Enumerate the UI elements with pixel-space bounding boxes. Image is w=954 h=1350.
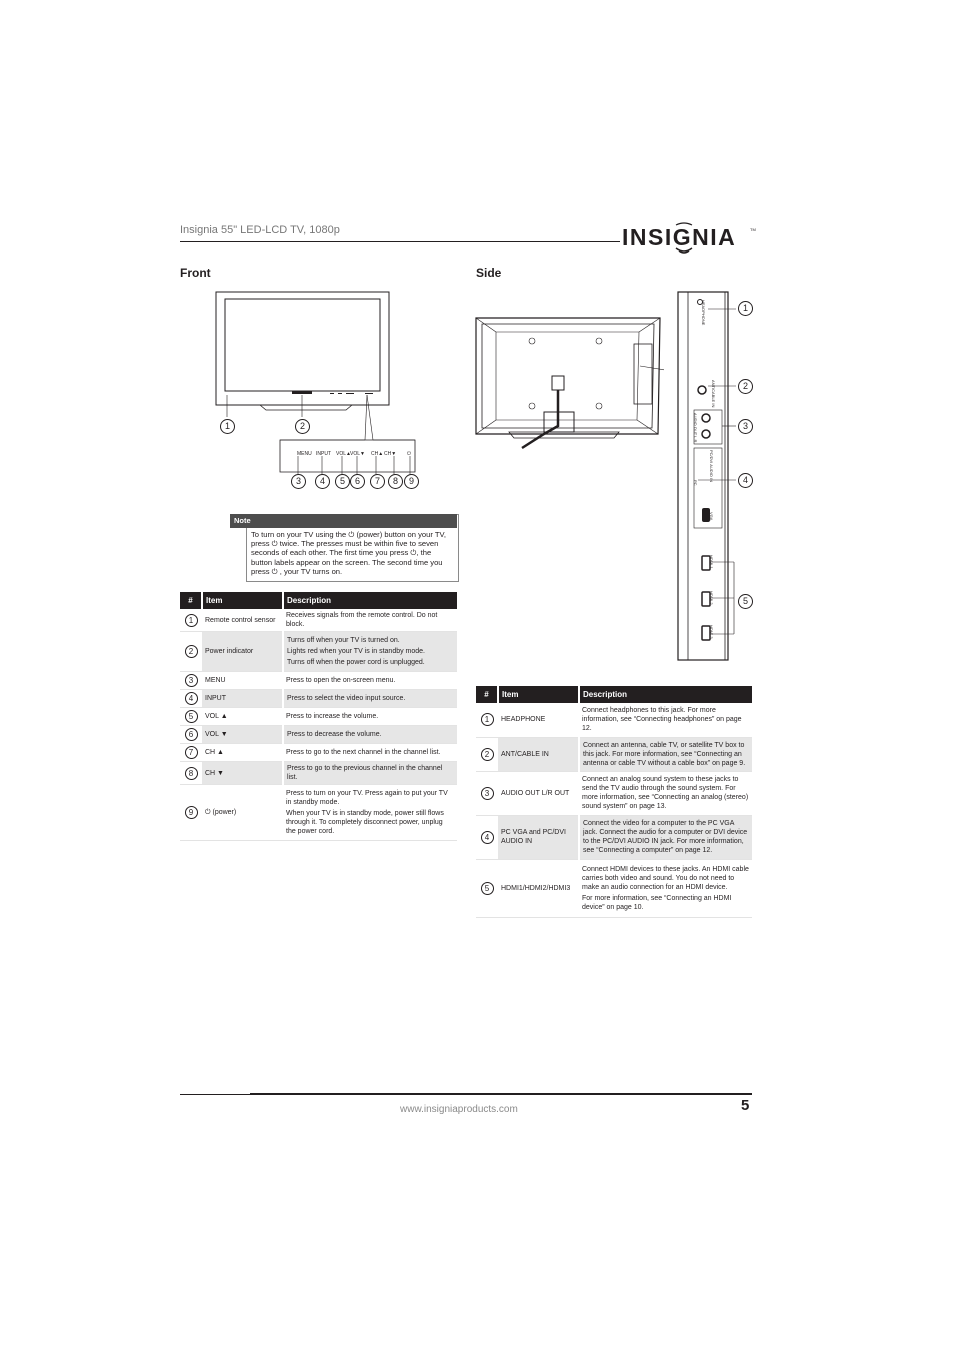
- row-description: [283, 708, 457, 726]
- row-number: [180, 672, 202, 690]
- table-row: [180, 672, 457, 690]
- front-callout-8: 8: [388, 474, 403, 489]
- description-line: Connect HDMI devices to these jacks. An HDMI cable carries both video and sound. You do not need to make an audio connection for an HDMI device.: [582, 865, 749, 891]
- row-number: [180, 762, 202, 785]
- front-tv-illustration: [180, 285, 460, 495]
- insignia-logo: [622, 222, 756, 258]
- tv-back-panel: [496, 332, 639, 420]
- footer-rule-accent: [250, 1093, 752, 1095]
- tv-screen: [225, 299, 380, 391]
- description-line: Press to go to the previous channel in the channel list.: [287, 765, 443, 781]
- side-label-vga: VGA: [709, 512, 714, 521]
- front-table-body: [180, 609, 457, 841]
- row-number: [476, 815, 498, 859]
- table-row: [180, 708, 457, 726]
- row-description: [579, 703, 752, 737]
- row-description: [579, 771, 752, 815]
- row-number-badge: 3: [185, 674, 198, 687]
- row-number-badge: 6: [185, 728, 198, 741]
- tv-stand: [260, 405, 352, 410]
- description-line: Press to go to the next channel in the channel list.: [286, 749, 441, 756]
- panel-label-menu: MENU: [297, 451, 312, 457]
- row-item: Remote control sensor: [202, 609, 283, 632]
- description-line: When your TV is in standby mode, power still flows through it. To completely disconnect power, unplug the power cord.: [286, 810, 444, 835]
- row-item: INPUT: [202, 690, 283, 708]
- side-callout-4: 4: [738, 473, 753, 488]
- side-callout-3: 3: [738, 419, 753, 434]
- panel-label-input: INPUT: [316, 451, 331, 457]
- row-description: [283, 726, 457, 744]
- front-heading: Front: [180, 266, 211, 280]
- description-line: Turns off when the power cord is unplugged.: [287, 659, 425, 666]
- panel-label-vol-down: VOL▼: [350, 451, 365, 457]
- side-tv-back-illustration: [474, 316, 664, 464]
- panel-label-ch-down: CH▼: [384, 451, 397, 457]
- panel-label-power: ⏻: [407, 451, 411, 457]
- side-callout-1: 1: [738, 301, 753, 316]
- insignia-logo-graphic: [622, 222, 756, 258]
- side-table-header: [476, 686, 752, 703]
- table-row: [180, 690, 457, 708]
- side-label-pc-dvi-audio: PC/DVI AUDIO IN: [709, 450, 714, 483]
- audio-out-left-jack: [702, 414, 710, 422]
- side-label-hdmi3: HDMI 3: [709, 625, 714, 639]
- side-heading: Side: [476, 266, 502, 280]
- col-num: #: [180, 592, 202, 609]
- table-row: [476, 859, 752, 917]
- page-number: 5: [741, 1097, 750, 1114]
- col-item: Item: [498, 686, 579, 703]
- row-description: [283, 672, 457, 690]
- row-item: VOL ▼: [202, 726, 283, 744]
- side-callout-2: 2: [738, 379, 753, 394]
- audio-out-right-jack: [702, 430, 710, 438]
- col-item: Item: [202, 592, 283, 609]
- table-row: [180, 785, 457, 841]
- col-description: Description: [579, 686, 752, 703]
- description-line: Connect the video for a computer to the PC VGA jack. Connect the audio for a computer or DVI device to the PC/DVI AUDIO IN jack. For more information, see “Connecting a computer” on page 12.: [583, 820, 748, 854]
- side-label-audio-out: AUDIO OUT L R: [693, 413, 698, 443]
- row-item: AUDIO OUT L/R OUT: [498, 771, 579, 815]
- row-number: [476, 859, 498, 917]
- row-description: [579, 737, 752, 771]
- row-number: [476, 703, 498, 737]
- front-table: [180, 592, 457, 841]
- table-row: [476, 703, 752, 737]
- description-line: Connect headphones to this jack. For more information, see “Connecting headphones” on page 12.: [582, 707, 742, 733]
- table-row: [476, 737, 752, 771]
- description-line: Press to turn on your TV. Press again to put your TV in standby mode.: [286, 790, 448, 806]
- row-item: PC VGA and PC/DVI AUDIO IN: [498, 815, 579, 859]
- row-description: [283, 785, 457, 841]
- row-item: VOL ▲: [202, 708, 283, 726]
- front-callout-6: 6: [350, 474, 365, 489]
- logo-trademark: TM: [750, 227, 756, 232]
- row-number-badge: 4: [481, 831, 494, 844]
- description-line: Press to decrease the volume.: [287, 731, 382, 738]
- front-table-header: [180, 592, 457, 609]
- side-table-body: [476, 703, 752, 917]
- side-callout-5: 5: [738, 594, 753, 609]
- row-number: [180, 744, 202, 762]
- row-description: [283, 762, 457, 785]
- row-description: [579, 859, 752, 917]
- description-line: Press to open the on-screen menu.: [286, 677, 396, 684]
- tv-logo-strip: [292, 391, 312, 394]
- row-number: [180, 609, 202, 632]
- col-num: #: [476, 686, 498, 703]
- note-text: To turn on your TV using the ⏻ (power) button on your TV, press ⏻ twice. The presses must be within five to seven seconds of each other. The first time you press ⏻, the button labels appear on the screen. The second time you press ⏻ , your TV turns on.: [251, 530, 446, 576]
- row-item: HEADPHONE: [498, 703, 579, 737]
- row-item: CH ▲: [202, 744, 283, 762]
- row-number-badge: 1: [481, 713, 494, 726]
- row-number: [180, 785, 202, 841]
- row-number-badge: 5: [185, 710, 198, 723]
- row-number: [476, 771, 498, 815]
- footer-url[interactable]: www.insigniaproducts.com: [400, 1104, 518, 1115]
- description-line: Lights red when your TV is in standby mode.: [287, 648, 426, 655]
- side-label-pc: PC: [693, 480, 698, 486]
- description-line: Receives signals from the remote control. Do not block.: [286, 612, 438, 628]
- front-callout-3: 3: [291, 474, 306, 489]
- side-label-ant-cable: ANT/CABLE IN: [711, 380, 716, 408]
- row-item: CH ▼: [202, 762, 283, 785]
- row-number-badge: 2: [481, 748, 494, 761]
- row-item: HDMI1/HDMI2/HDMI3: [498, 859, 579, 917]
- table-row: [180, 726, 457, 744]
- table-row: [180, 632, 457, 672]
- front-callout-1: 1: [220, 419, 235, 434]
- row-description: [283, 632, 457, 672]
- row-description: [579, 815, 752, 859]
- table-row: [180, 609, 457, 632]
- row-description: [283, 690, 457, 708]
- front-callout-7: 7: [370, 474, 385, 489]
- header-title: Insignia 55" LED-LCD TV, 1080p: [180, 224, 340, 236]
- header-rule: [180, 241, 620, 242]
- row-number-badge: 1: [185, 614, 198, 627]
- row-number: [180, 726, 202, 744]
- row-item: ⏻ (power): [202, 785, 283, 841]
- description-line: Press to increase the volume.: [286, 713, 379, 720]
- front-callout-4: 4: [315, 474, 330, 489]
- note-title: Note: [230, 514, 457, 528]
- row-number-badge: 3: [481, 787, 494, 800]
- row-description: [283, 609, 457, 632]
- side-table: [476, 686, 752, 918]
- table-row: [180, 744, 457, 762]
- front-callout-9: 9: [404, 474, 419, 489]
- description-line: Connect an antenna, cable TV, or satellite TV box to this jack. For more information, see “Connecting an antenna or cable TV without a cable box” on page 9.: [583, 741, 746, 767]
- front-callout-5: 5: [335, 474, 350, 489]
- panel-label-vol-up: VOL▲: [336, 451, 351, 457]
- description-line: Press to select the video input source.: [287, 695, 406, 702]
- table-row: [180, 762, 457, 785]
- logo-wordmark: INSIGNIA: [622, 224, 737, 250]
- side-label-headphone: HEADPHONE: [701, 300, 706, 326]
- row-number-badge: 5: [481, 882, 494, 895]
- panel-label-ch-up: CH▲: [371, 451, 384, 457]
- side-jack-panel-illustration: [676, 290, 736, 662]
- row-number-badge: 4: [185, 692, 198, 705]
- row-item: ANT/CABLE IN: [498, 737, 579, 771]
- row-number: [476, 737, 498, 771]
- row-number-badge: 7: [185, 746, 198, 759]
- table-row: [476, 815, 752, 859]
- row-number-badge: 9: [185, 806, 198, 819]
- ant-cable-jack: [698, 386, 706, 394]
- row-number-badge: 8: [185, 767, 198, 780]
- table-row: [476, 771, 752, 815]
- row-item: MENU: [202, 672, 283, 690]
- description-line: Turns off when your TV is turned on.: [287, 637, 400, 644]
- front-callout-2: 2: [295, 419, 310, 434]
- row-number-badge: 2: [185, 645, 198, 658]
- row-number: [180, 632, 202, 672]
- row-number: [180, 690, 202, 708]
- side-panel-frame: [678, 292, 728, 660]
- row-description: [283, 744, 457, 762]
- description-line: For more information, see “Connecting an HDMI device” on page 10.: [582, 894, 732, 911]
- row-item: Power indicator: [202, 632, 283, 672]
- side-label-hdmi2: HDMI 2: [709, 591, 714, 605]
- row-number: [180, 708, 202, 726]
- description-line: Connect an analog sound system to these jacks to send the TV audio through the sound system. For more information, see “Connecting an analog (stereo) sound system” on page 13.: [582, 776, 749, 810]
- side-label-hdmi1: HDMI 1: [709, 555, 714, 569]
- col-description: Description: [283, 592, 457, 609]
